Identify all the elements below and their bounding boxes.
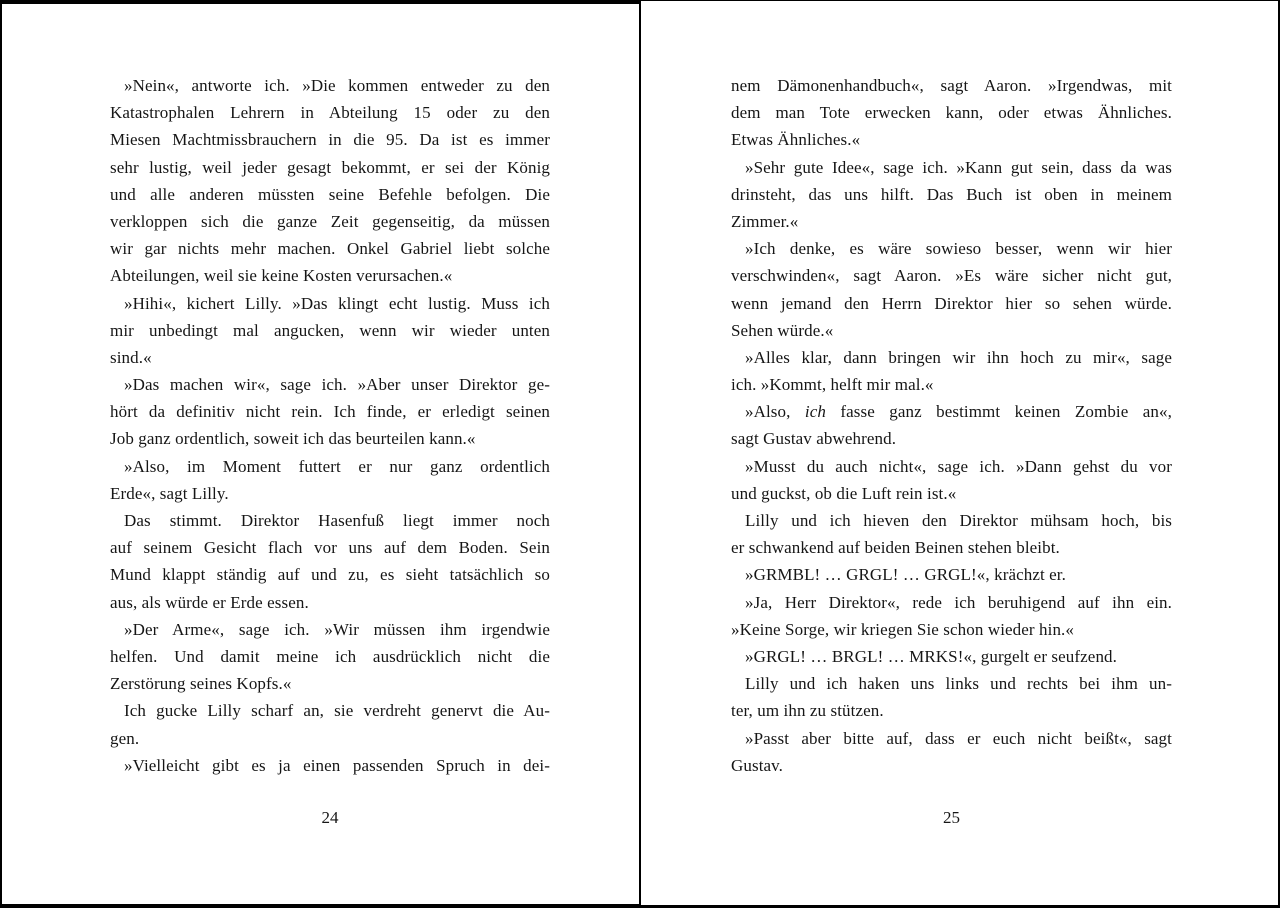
text-line: Das stimmt. Direktor Hasenfuß liegt immer noch [124,511,550,530]
text-line: Lilly und ich haken uns links und rechts bei ihm un- [745,674,1172,694]
scan-edge-left [0,0,2,908]
text-line: »Musst du auch nicht«, sage ich. »Dann gehst du vor [745,456,1172,476]
text-line [731,398,1172,425]
text-line: »Hihi«, kichert Lilly. »Das klingt echt lustig. Muss ich [124,293,550,313]
scan-edge-top-right [641,0,1280,1]
text-line: Job ganz ordentlich, soweit ich das beurteilen kann.« [110,429,476,449]
text-line: Erde«, sagt Lilly. [110,483,229,503]
text-line: ter, um ihn zu stützen. [731,701,884,721]
text-line: er schwankend auf beiden Beinen stehen bleibt. [731,538,1060,558]
text-line: »Alles klar, dann bringen wir ihn hoch zu mir«, sage [745,347,1172,367]
text-line: »Also, im Moment futtert er nur ganz ordentlich [124,456,550,476]
text-line: Sehen würde.« [731,320,834,340]
page-right-number: 25 [943,808,960,827]
page-right-text-block [731,72,1172,779]
text-line: nem Dämonenhandbuch«, sagt Aaron. »Irgendwas, mit [731,76,1172,95]
text-line: helfen. Und damit meine ich ausdrücklich nicht die [110,646,550,666]
text-line: »Passt aber bitte auf, dass er euch nicht beißt«, sagt [745,728,1172,748]
text-line: sagt Gustav abwehrend. [731,429,897,449]
text-segment: fasse ganz bestimmt keinen Zombie an«, [825,402,1172,422]
text-line: Zimmer.« [731,211,799,231]
text-line: sind.« [110,347,152,367]
text-line: sehr lustig, weil jeder gesagt bekommt, er sei der König [110,157,550,177]
text-line: »GRGL! … BRGL! … MRKS!«, gurgelt er seufzend. [745,646,1118,666]
text-line: aus, als würde er Erde essen. [110,592,309,612]
text-line: »Nein«, antworte ich. »Die kommen entweder zu den [124,76,550,95]
text-line: verkloppen sich die ganze Zeit gegenseitig, da müssen [110,211,550,231]
text-line: auf seinem Gesicht flach vor uns auf dem Boden. Sein [110,538,550,558]
scan-edge-top-left [0,0,641,4]
text-line: und alle anderen müssten seine Befehle befolgen. Die [110,184,550,204]
text-line: mir unbedingt mal angucken, wenn wir wieder unten [110,320,550,340]
text-line: Katastrophalen Lehrern in Abteilung 15 oder zu den [110,103,550,123]
text-line: Etwas Ähnliches.« [731,130,861,150]
text-line: dem man Tote erwecken kann, oder etwas Ähnliches. [731,103,1172,123]
text-line: »Das machen wir«, sage ich. »Aber unser Direktor ge- [124,375,550,395]
text-line: Abteilungen, weil sie keine Kosten verursachen.« [110,266,453,286]
text-line: »Keine Sorge, wir kriegen Sie schon wieder hin.« [731,619,1074,639]
text-line: hört da definitiv nicht rein. Ich finde, er erledigt seinen [110,402,550,422]
text-line: gen. [110,728,140,748]
text-line: Lilly und ich hieven den Direktor mühsam hoch, bis [745,511,1172,530]
text-line: »Ich denke, es wäre sowieso besser, wenn wir hier [745,239,1172,259]
text-segment: »Also, [745,402,805,422]
text-line: ich. »Kommt, helft mir mal.« [731,375,934,395]
page-left-text-block [110,72,550,779]
text-line: wenn jemand den Herrn Direktor hier so sehen würde. [731,293,1172,313]
text-line: Ich gucke Lilly scharf an, sie verdreht genervt die Au- [124,701,550,721]
page-gutter-divider [639,0,641,908]
text-line: »Sehr gute Idee«, sage ich. »Kann gut sein, dass da was [745,157,1172,177]
text-line: »GRMBL! … GRGL! … GRGL!«, krächzt er. [745,565,1066,585]
page-left-number: 24 [321,808,339,827]
text-line: »Ja, Herr Direktor«, rede ich beruhigend auf ihn ein. [745,592,1172,612]
text-line: Zerstörung seines Kopfs.« [110,674,292,694]
text-line: »Der Arme«, sage ich. »Wir müssen ihm irgendwie [124,619,550,639]
scan-edge-bottom-left [0,904,641,908]
text-line: drinsteht, das uns hilft. Das Buch ist oben in meinem [731,184,1172,204]
text-line: verschwinden«, sagt Aaron. »Es wäre sicher nicht gut, [731,266,1172,286]
text-line: Miesen Machtmissbrauchern in die 95. Da ist es immer [110,130,550,150]
text-line: wir gar nichts mehr machen. Onkel Gabriel liebt solche [110,239,550,259]
emphasized-word: ich [804,402,826,422]
text-line: »Vielleicht gibt es ja einen passenden Spruch in dei- [124,755,550,775]
text-line: Mund klappt ständig auf und zu, es sieht tatsächlich so [110,565,550,585]
text-line: Gustav. [731,755,784,775]
text-line: und guckst, ob die Luft rein ist.« [731,483,957,503]
